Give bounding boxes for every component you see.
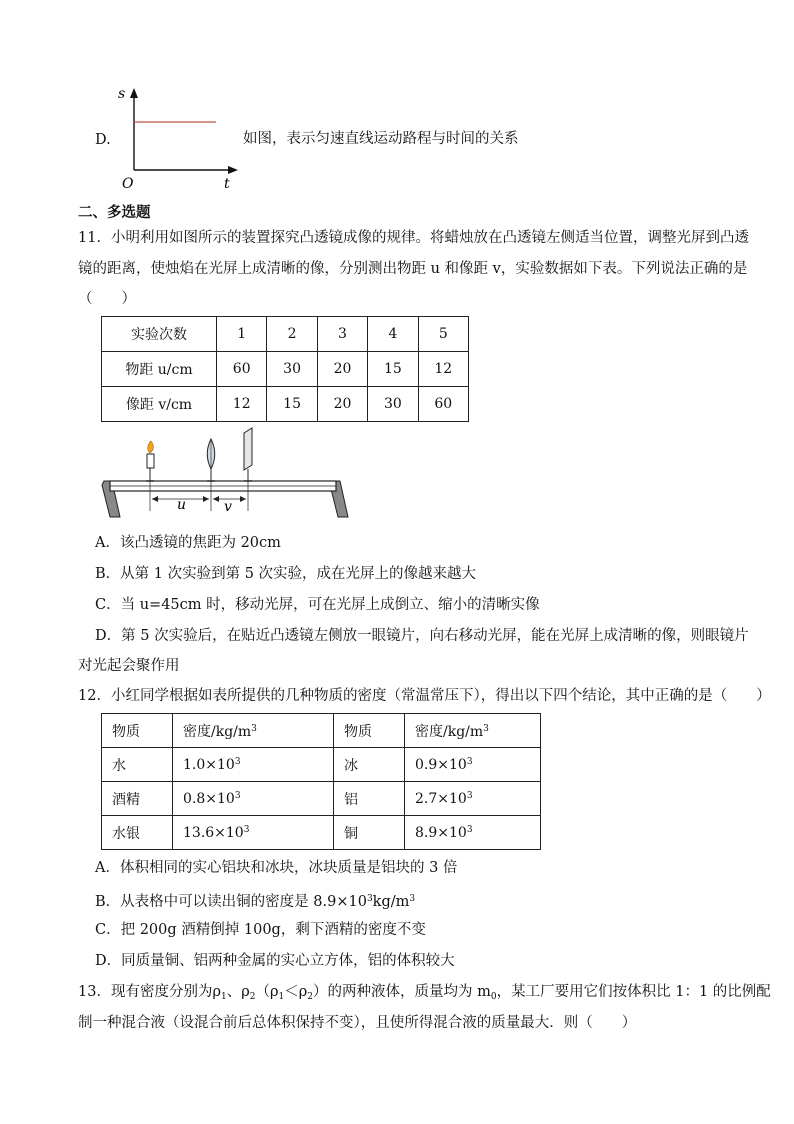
table-cell: $0.8\times 10^3$ bbox=[173, 782, 334, 816]
d-option-description: 如图，表示匀速直线运动路程与时间的关系 bbox=[243, 131, 519, 147]
q11-option-c: C．当 u=45cm 时，移动光屏，可在光屏上成倒立、缩小的清晰实像 bbox=[95, 597, 540, 613]
table-cell: 15 bbox=[267, 387, 317, 422]
table-cell: 15 bbox=[368, 352, 418, 387]
table-row bbox=[102, 387, 469, 422]
s-axis-arrow-icon bbox=[130, 88, 138, 98]
table-cell: $13.6\times 10^3$ bbox=[173, 816, 334, 850]
q12-option-c: C．把 200g 酒精倒掉 100g，剩下酒精的密度不变 bbox=[95, 922, 426, 938]
table-cell: 物距 u/cm bbox=[102, 352, 217, 387]
table-cell: 物质 bbox=[334, 714, 405, 748]
q11-data-table bbox=[101, 316, 469, 422]
table-cell: 水 bbox=[102, 748, 173, 782]
table-cell: 密度$/kg/m^3$ bbox=[405, 714, 541, 748]
table-cell: 密度$/kg/m^3$ bbox=[173, 714, 334, 748]
convex-lens-icon bbox=[207, 439, 215, 481]
q11-option-a: A．该凸透镜的焦距为 20cm bbox=[95, 535, 281, 551]
table-cell: 60 bbox=[418, 387, 468, 422]
table-row bbox=[102, 816, 541, 850]
table-row bbox=[102, 714, 541, 748]
table-cell: 12 bbox=[418, 352, 468, 387]
table-cell: 铝 bbox=[334, 782, 405, 816]
table-cell: 60 bbox=[217, 352, 267, 387]
section-title: 二、多选题 bbox=[78, 205, 151, 221]
u-label: u bbox=[177, 497, 187, 513]
table-cell: 1 bbox=[217, 317, 267, 352]
table-cell: 3 bbox=[317, 317, 367, 352]
table-cell: 冰 bbox=[334, 748, 405, 782]
table-cell: 物质 bbox=[102, 714, 173, 748]
table-cell: $0.9\times 10^3$ bbox=[405, 748, 541, 782]
q11-text-line2: 镜的距离，使烛焰在光屏上成清晰的像，分别测出物距 u 和像距 v，实验数据如下表。下列说法正确的是 bbox=[78, 261, 748, 277]
q11-text-line3: （ ） bbox=[78, 291, 136, 307]
table-cell: 铜 bbox=[334, 816, 405, 850]
s-axis-label: s bbox=[118, 86, 126, 102]
table-cell: 像距 v/cm bbox=[102, 387, 217, 422]
s-t-graph bbox=[110, 82, 250, 194]
table-cell: 5 bbox=[418, 317, 468, 352]
q11-option-b: B．从第 1 次实验到第 5 次实验，成在光屏上的像越来越大 bbox=[95, 566, 477, 582]
q12-density-table bbox=[101, 713, 541, 850]
table-cell: $8.9\times 10^3$ bbox=[405, 816, 541, 850]
t-axis-arrow-icon bbox=[228, 166, 238, 174]
table-row bbox=[102, 782, 541, 816]
table-cell: 酒精 bbox=[102, 782, 173, 816]
light-screen-icon bbox=[244, 428, 252, 481]
v-label: v bbox=[224, 499, 232, 515]
q11-text-line1: 11．小明利用如图所示的装置探究凸透镜成像的规律。将蜡烛放在凸透镜左侧适当位置，调整光屏到凸透 bbox=[78, 230, 749, 246]
q12-text: 12．小红同学根据如表所提供的几种物质的密度（常温常压下），得出以下四个结论，其中正确的是（ ） bbox=[78, 688, 771, 704]
d-option-label: D. bbox=[95, 132, 111, 148]
table-cell: $1.0\times 10^3$ bbox=[173, 748, 334, 782]
table-cell: 20 bbox=[317, 352, 367, 387]
table-cell: 4 bbox=[368, 317, 418, 352]
q12-option-a: A．体积相同的实心铝块和冰块，冰块质量是铝块的 3 倍 bbox=[95, 860, 458, 876]
q11-option-d-line2: 对光起会聚作用 bbox=[78, 658, 180, 674]
origin-label: O bbox=[122, 176, 134, 192]
q12-option-d: D．同质量铜、铝两种金属的实心立方体，铝的体积较大 bbox=[95, 953, 455, 969]
table-cell: 20 bbox=[317, 387, 367, 422]
table-cell: 水银 bbox=[102, 816, 173, 850]
q11-option-d-line1: D．第 5 次实验后，在贴近凸透镜左侧放一眼镜片，向右移动光屏，能在光屏上成清晰的像，则眼镜片 bbox=[95, 628, 749, 644]
table-cell: 12 bbox=[217, 387, 267, 422]
q13-text-line1: 13．现有密度分别为$\rho_1$、$\rho_2(\rho_1<\rho_2)$的两种液体，质量均为 $m_0$，某工厂要用它们按体积比 1：1 的比例配 bbox=[78, 984, 771, 1002]
table-cell: 30 bbox=[267, 352, 317, 387]
table-cell: 30 bbox=[368, 387, 418, 422]
candle-icon bbox=[146, 441, 154, 481]
t-axis-label: t bbox=[224, 176, 230, 192]
optical-bench-figure bbox=[98, 425, 358, 520]
table-row bbox=[102, 748, 541, 782]
table-cell: 实验次数 bbox=[102, 317, 217, 352]
table-cell: $2.7\times 10^3$ bbox=[405, 782, 541, 816]
q12-option-b: B．从表格中可以读出铜的密度是 $8.9\times 10^3kg/m^3$ bbox=[95, 894, 416, 910]
table-row bbox=[102, 352, 469, 387]
q13-text-line2: 制一种混合液（设混合前后总体积保持不变），且使所得混合液的质量最大．则（ ） bbox=[78, 1015, 637, 1031]
table-cell: 2 bbox=[267, 317, 317, 352]
table-row bbox=[102, 317, 469, 352]
